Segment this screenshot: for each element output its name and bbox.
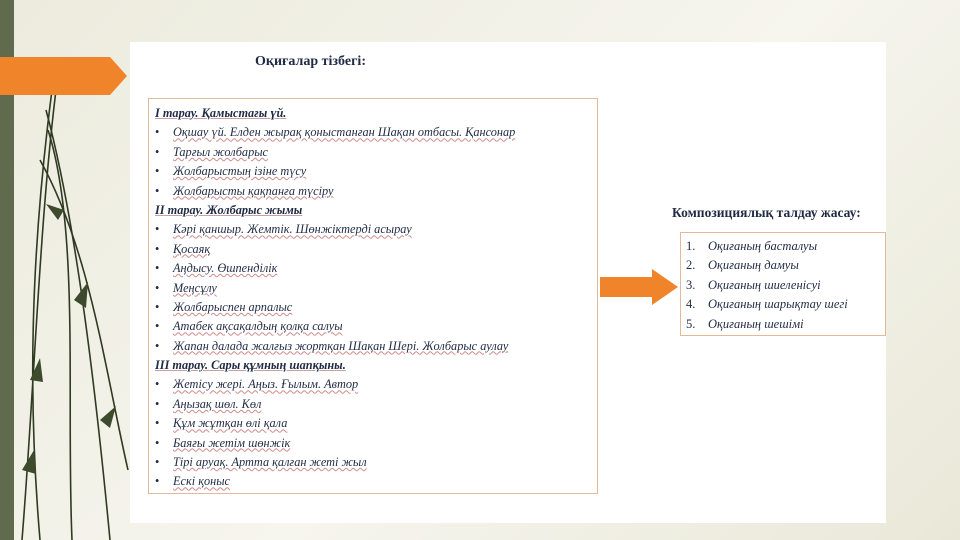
list-item: • Жапан далада жалғыз жортқан Шақан Шері. Жолбарыс аулау [155, 338, 509, 353]
list-item: • Жолбарысты қақпанға түсіру [155, 183, 334, 198]
list-item: • Құм жұтқан өлі қала [155, 416, 288, 431]
list-item: 1. Оқиғаның басталуы [686, 239, 818, 253]
right-arrow-icon [600, 269, 680, 305]
list-item: • Аңдысу. Өшпенділік [155, 261, 278, 276]
list-item: • Тірі аруақ. Артта қалған жеті жыл [155, 455, 367, 470]
list-item: • Жолбарыстың ізіне түсу [155, 164, 307, 179]
chapter-heading: I тарау. Қамыстағы үй. [155, 106, 287, 120]
list-item: • Кәрі қаншыр. Жемтік. Шөнжіктерді асырау [155, 222, 412, 237]
events-chain-title: Оқиғалар тізбегі: [255, 54, 366, 69]
list-item: 5. Оқиғаның шешімі [686, 316, 804, 331]
list-item: 3. Оқиғаның шиеленісуі [686, 277, 821, 292]
list-item: • Аңызақ шөл. Көл [155, 396, 262, 411]
orange-tab-arrow [0, 57, 128, 95]
list-item: • Баяғы жетім шөнжік [155, 435, 291, 450]
events-chain-box [148, 98, 598, 494]
list-item: • Оқшау үй. Елден жырақ қоныстанған Шақан отбасы. Қансонар [155, 125, 516, 140]
list-item: 4. Оқиғаның шарықтау шегі [686, 297, 848, 312]
list-item: • Меңсұлу [155, 280, 217, 295]
list-item: • Тарғыл жолбарыс [155, 144, 269, 159]
composition-box [680, 232, 886, 336]
list-item: • Жетісу жері. Аңыз. Ғылым. Автор [155, 377, 359, 392]
list-item: • Жолбарыспен арпалыс [155, 299, 293, 314]
list-item: • Ескі қоныс [155, 474, 230, 489]
chapter-heading: III тарау. Сары құмның шапқыны. [155, 358, 346, 373]
composition-title: Композициялық талдау жасау: [672, 205, 861, 220]
chapter-heading: II тарау. Жолбарыс жымы [155, 202, 303, 217]
list-item: 2. Оқиғаның дамуы [686, 258, 799, 273]
list-item: • Қосаяқ [155, 241, 211, 256]
list-item: • Атабек ақсақалдың қолқа салуы [155, 319, 343, 334]
